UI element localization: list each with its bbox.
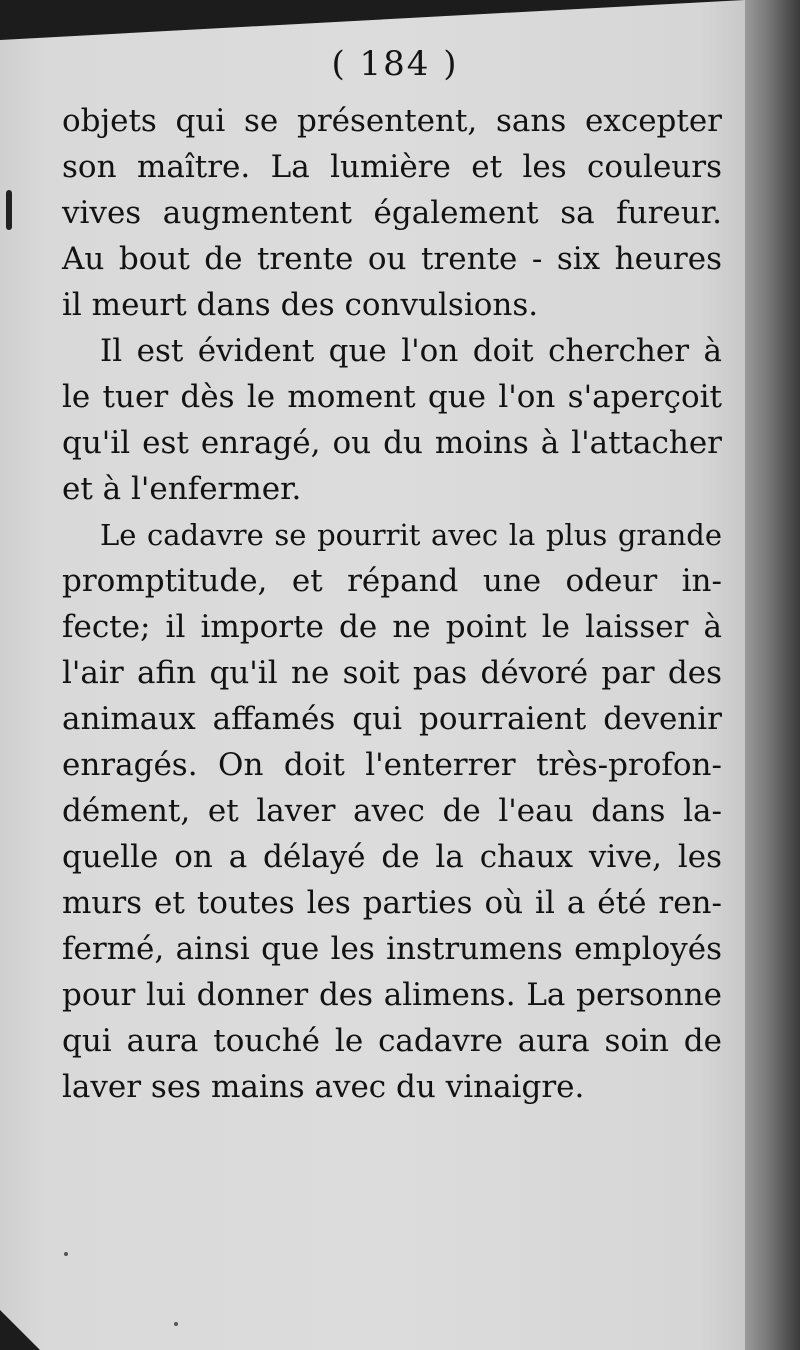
scan-artifact [64, 1252, 68, 1256]
text-line: objets qui se présentent, sans excepter [62, 103, 722, 139]
text-line: il meurt dans des convulsions. [62, 287, 539, 323]
text-line: vives augmentent également sa fureur. [62, 195, 722, 231]
scan-artifact [6, 190, 12, 230]
page-edge-shadow [745, 0, 800, 1350]
text-line: fermé, ainsi que les instrumens employés [62, 931, 722, 967]
text-line: fecte; il importe de ne point le laisser à [62, 609, 722, 645]
paragraph-3 [62, 512, 722, 1110]
scan-artifact [174, 1322, 178, 1326]
paragraph-1 [62, 98, 722, 328]
text-line: qui aura touché le cadavre aura soin de [62, 1023, 722, 1059]
text-line: pour lui donner des alimens. La personne [62, 977, 722, 1013]
text-line: laver ses mains avec du vinaigre. [62, 1069, 585, 1105]
text-line: qu'il est enragé, ou du moins à l'attacher [62, 425, 722, 461]
text-line: Il est évident que l'on doit chercher à [100, 333, 722, 369]
text-line: Le cadavre se pourrit avec la plus grande [100, 518, 722, 552]
text-line: dément, et laver avec de l'eau dans la- [62, 793, 722, 829]
text-line: son maître. La lumière et les couleurs [62, 149, 722, 185]
body-text [62, 98, 722, 1110]
paragraph-2 [62, 328, 722, 512]
text-line: murs et toutes les parties où il a été ren- [62, 885, 722, 921]
page-number: ( 184 ) [331, 44, 459, 84]
text-line: et à l'enfermer. [62, 471, 302, 507]
text-line: Au bout de trente ou trente - six heures [62, 241, 722, 277]
text-line: promptitude, et répand une odeur in- [62, 563, 722, 599]
text-line: le tuer dès le moment que l'on s'aperçoit [62, 379, 722, 415]
text-line: quelle on a délayé de la chaux vive, les [62, 839, 722, 875]
text-line: enragés. On doit l'enterrer très-profon- [62, 747, 722, 783]
text-line: l'air afin qu'il ne soit pas dévoré par des [62, 655, 722, 691]
text-line: animaux affamés qui pourraient devenir [62, 701, 722, 737]
